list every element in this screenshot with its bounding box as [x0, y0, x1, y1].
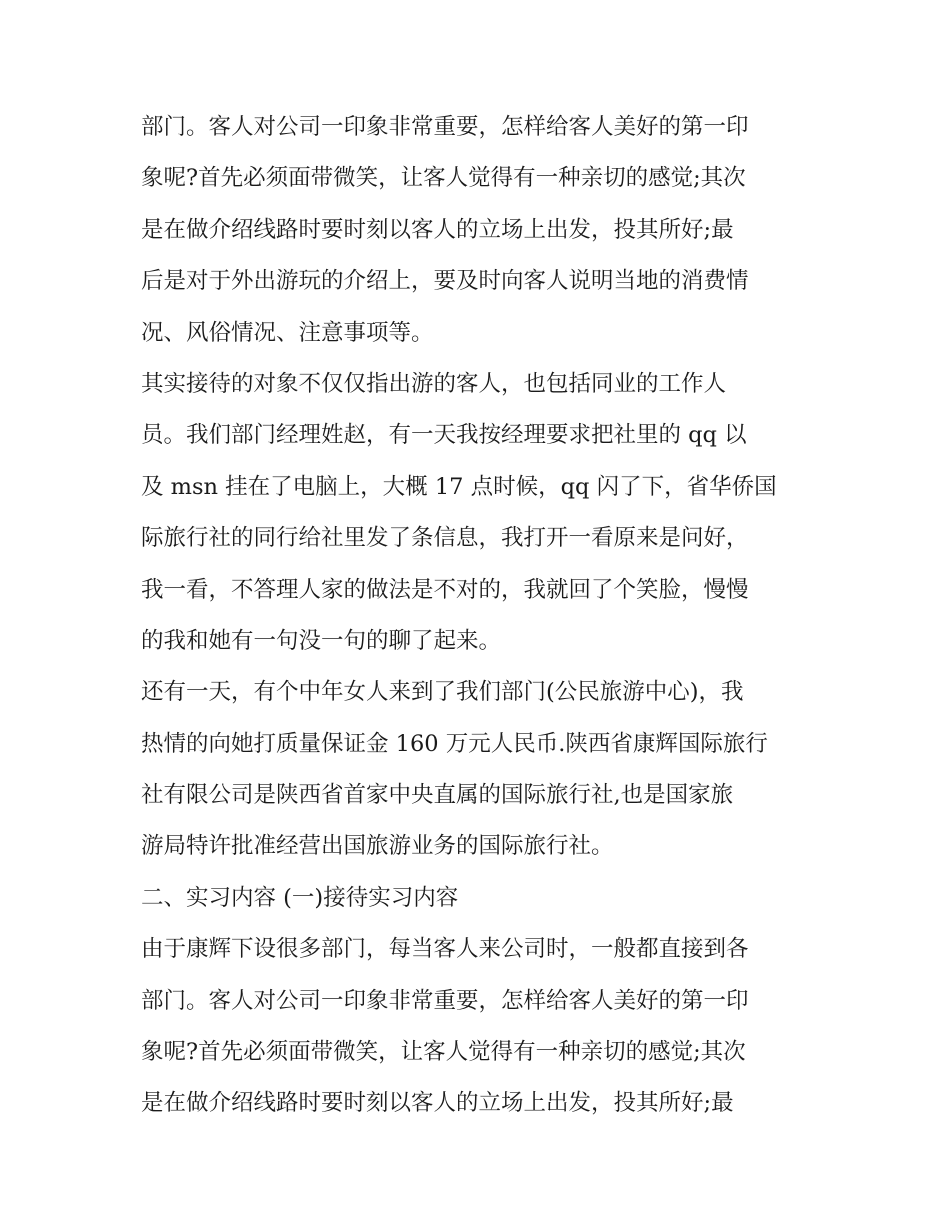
text-line: 游局特许批准经营出国旅游业务的国际旅行社。 [141, 833, 614, 860]
text-line: 际旅行社的同行给社里发了条信息，我打开一看原来是问好， [141, 525, 749, 552]
document-body [141, 102, 821, 1130]
text-line: 象呢?首先必须面带微笑，让客人觉得有一种亲切的感觉;其次 [141, 1039, 746, 1066]
text-line: 还有一天，有个中年女人来到了我们部门(公民旅游中心)，我 [141, 679, 744, 706]
text-line: 部门。客人对公司一印象非常重要，怎样给客人美好的第一印 [141, 987, 749, 1014]
text-line: 部门。客人对公司一印象非常重要，怎样给客人美好的第一印 [141, 114, 749, 140]
text-line: 热情的向她打质量保证金 160 万元人民币.陕西省康辉国际旅行 [141, 730, 768, 757]
text-line: 其实接待的对象不仅仅指出游的客人，也包括同业的工作人 [141, 370, 727, 397]
text-line: 象呢?首先必须面带微笑，让客人觉得有一种亲切的感觉;其次 [141, 165, 746, 192]
text-line: 是在做介绍线路时要时刻以客人的立场上出发，投其所好;最 [141, 216, 734, 243]
text-line: 员。我们部门经理姓赵，有一天我按经理要求把社里的 qq 以 [141, 422, 747, 449]
text-line: 是在做介绍线路时要时刻以客人的立场上出发，投其所好;最 [141, 1090, 734, 1117]
text-line: 社有限公司是陕西省首家中央直属的国际旅行社,也是国家旅 [141, 782, 734, 809]
section-heading: 二、实习内容 (一)接待实习内容 [141, 884, 459, 911]
text-line: 由于康辉下设很多部门，每当客人来公司时，一般都直接到各 [141, 936, 749, 963]
text-line: 况、风俗情况、注意事项等。 [141, 319, 434, 346]
text-line: 我一看，不答理人家的做法是不对的，我就回了个笑脸，慢慢 [141, 576, 749, 603]
text-line: 及 msn 挂在了电脑上，大概 17 点时候，qq 闪了下，省华侨国 [141, 473, 777, 500]
text-line: 的我和她有一句没一句的聊了起来。 [141, 627, 502, 654]
text-line: 后是对于外出游玩的介绍上，要及时向客人说明当地的消费情 [141, 268, 749, 295]
